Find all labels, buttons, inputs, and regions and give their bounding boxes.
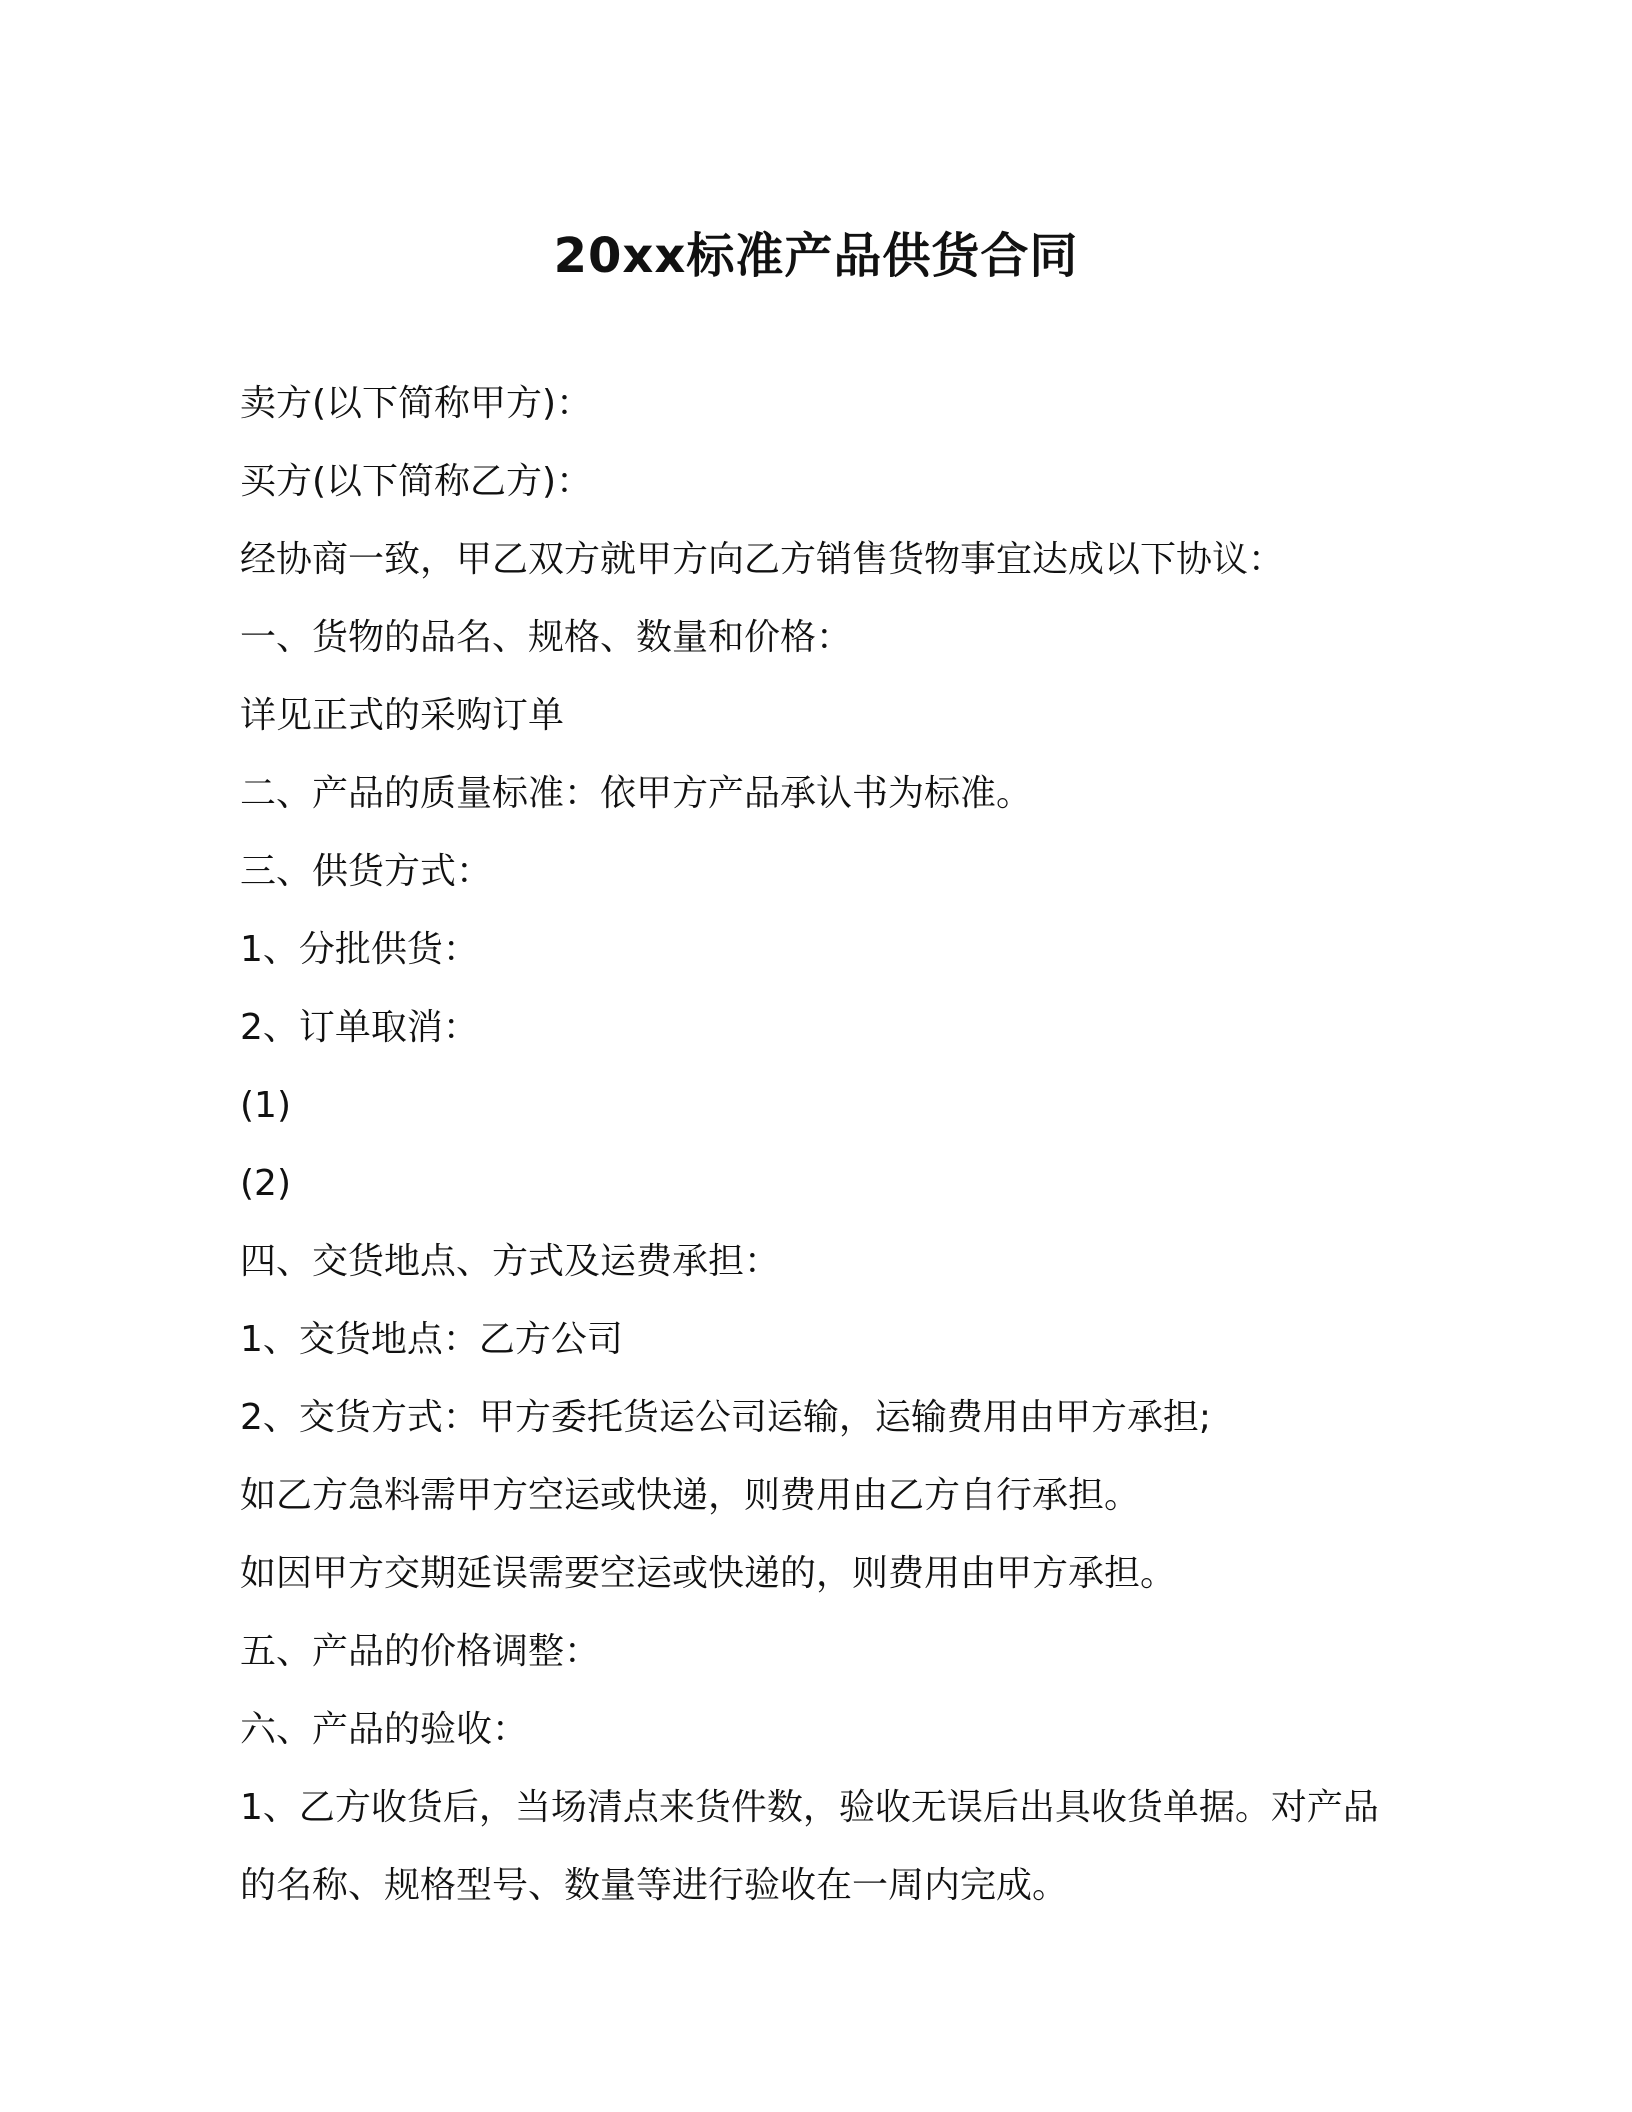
document-title: 20xx标准产品供货合同 [553,228,1079,285]
section-4-item-1: 1、交货地点：乙方公司 [240,1319,623,1360]
section-3-item-2: 2、订单取消： [240,1007,479,1048]
section-4-item-2: 2、交货方式：甲方委托货运公司运输，运输费用由甲方承担; [240,1397,1212,1438]
section-4-note-2: 如因甲方交期延误需要空运或快递的，则费用由甲方承担。 [240,1553,1177,1594]
section-4-heading: 四、交货地点、方式及运费承担： [240,1241,781,1282]
section-1-text: 详见正式的采购订单 [240,695,565,736]
buyer-line: 买方(以下简称乙方)： [240,461,593,502]
section-4-note-1: 如乙方急料需甲方空运或快递，则费用由乙方自行承担。 [240,1475,1141,1516]
section-3-sub-1: (1) [240,1085,291,1126]
section-6-heading: 六、产品的验收： [240,1709,529,1750]
section-2-heading: 二、产品的质量标准：依甲方产品承认书为标准。 [240,773,1033,814]
section-6-item-1: 1、乙方收货后，当场清点来货件数，验收无误后出具收货单据。对产品的名称、规格型号、数量等进行验收在一周内完成。 [240,1787,1379,1906]
seller-line: 卖方(以下简称甲方)： [240,383,593,424]
section-5-heading: 五、产品的价格调整： [240,1631,601,1672]
document-body [240,365,1400,1925]
section-3-heading: 三、供货方式： [240,851,493,892]
section-1-heading: 一、货物的品名、规格、数量和价格： [240,617,853,658]
agreement-intro: 经协商一致，甲乙双方就甲方向乙方销售货物事宜达成以下协议： [240,539,1285,580]
section-3-item-1: 1、分批供货： [240,929,479,970]
section-3-sub-2: (2) [240,1163,291,1204]
